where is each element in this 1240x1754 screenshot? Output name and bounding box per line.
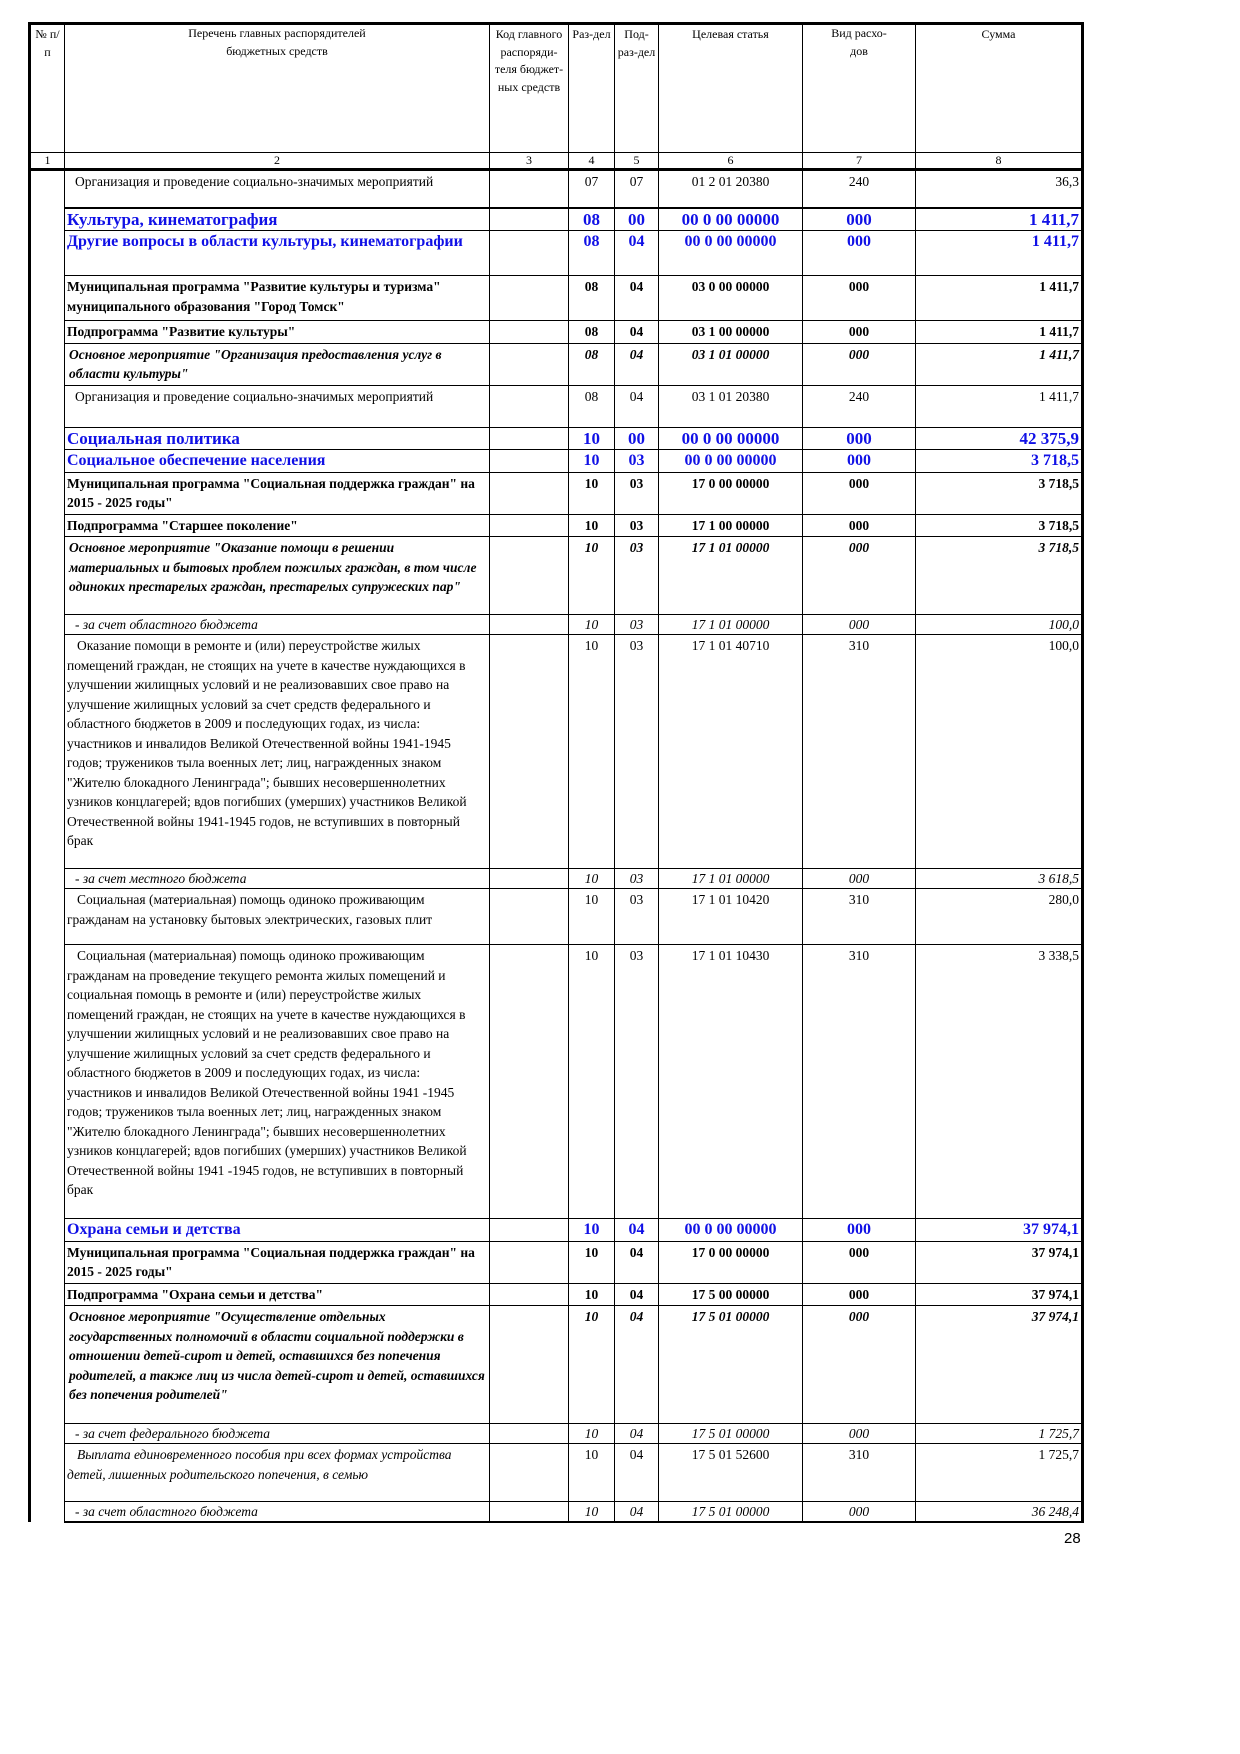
row-article: 17 1 00 00000	[659, 514, 803, 537]
row-section: 10	[569, 1424, 615, 1444]
row-subsection: 03	[615, 472, 659, 514]
row-article: 03 1 01 20380	[659, 385, 803, 427]
row-code	[490, 945, 569, 1219]
row-name: Оказание помощи в ремонте и (или) переустройстве жилых помещений граждан, не стоящих на учете в качестве нуждающихся в улучшении жилищных условий и не реализовавших свое право на улучшение жилищных условий за счет средств федерального и областного бюджетов в 2009 и последующих годах, из числа: участников и инвалидов Великой Отечественной войны 1941-1945 годов; тружеников тыла военных лет; лиц, награжденных знаком "Жителю блокадного Ленинграда"; бывших несовершеннолетних узников концлагерей; вдов погибших (умерших) участников Великой Отечественной войны 1941-1945 годов, не вступивших в повторный брак	[65, 635, 490, 869]
row-sum: 1 725,7	[916, 1424, 1083, 1444]
row-article: 17 1 01 00000	[659, 615, 803, 635]
row-article: 17 1 01 00000	[659, 537, 803, 615]
row-subsection: 04	[615, 231, 659, 276]
row-section: 10	[569, 945, 615, 1219]
row-subsection: 04	[615, 1444, 659, 1502]
row-expense-type: 000	[803, 537, 916, 615]
row-code	[490, 1219, 569, 1242]
row-expense-type: 000	[803, 1283, 916, 1306]
header-recipient-code: Код главного распоряди-теля бюджет-ных средств	[490, 24, 569, 153]
row-code	[490, 1424, 569, 1444]
row-expense-type: 240	[803, 170, 916, 208]
row-sum: 37 974,1	[916, 1241, 1083, 1283]
row-code	[490, 1444, 569, 1502]
row-sum: 1 411,7	[916, 276, 1083, 321]
row-sum: 280,0	[916, 889, 1083, 945]
table-row	[30, 472, 1083, 514]
table-row	[30, 170, 1083, 208]
row-article: 00 0 00 00000	[659, 231, 803, 276]
row-subsection: 03	[615, 635, 659, 869]
table-row	[30, 889, 1083, 945]
row-code	[490, 170, 569, 208]
row-name: - за счет местного бюджета	[65, 869, 490, 889]
header-section: Раз-дел	[569, 24, 615, 153]
table-row	[30, 276, 1083, 321]
table-row-funding-source	[30, 615, 1083, 635]
row-subsection: 03	[615, 450, 659, 473]
row-section: 10	[569, 1241, 615, 1283]
row-number-cell	[30, 170, 65, 1523]
row-sum: 100,0	[916, 635, 1083, 869]
row-code	[490, 1306, 569, 1424]
row-section: 08	[569, 276, 615, 321]
row-name: Подпрограмма "Развитие культуры"	[65, 321, 490, 344]
row-section: 07	[569, 170, 615, 208]
row-code	[490, 472, 569, 514]
row-section: 10	[569, 514, 615, 537]
row-code	[490, 321, 569, 344]
header-expense-type: Вид расхо-дов	[803, 24, 916, 153]
row-subsection: 04	[615, 276, 659, 321]
header-subsection: Под-раз-дел	[615, 24, 659, 153]
table-row-section-heading	[30, 1219, 1083, 1242]
row-expense-type: 000	[803, 1241, 916, 1283]
row-sum: 1 411,7	[916, 385, 1083, 427]
row-sum: 3 338,5	[916, 945, 1083, 1219]
row-article: 00 0 00 00000	[659, 427, 803, 450]
row-section: 08	[569, 231, 615, 276]
column-number: 3	[490, 153, 569, 170]
row-name: Муниципальная программа "Социальная поддержка граждан" на 2015 - 2025 годы"	[65, 472, 490, 514]
header-target-article: Целевая статья	[659, 24, 803, 153]
row-expense-type: 310	[803, 945, 916, 1219]
column-number: 7	[803, 153, 916, 170]
row-article: 00 0 00 00000	[659, 208, 803, 231]
row-section: 10	[569, 889, 615, 945]
row-article: 17 5 01 00000	[659, 1306, 803, 1424]
row-code	[490, 1502, 569, 1523]
table-row	[30, 1283, 1083, 1306]
header-number: № п/п	[30, 24, 65, 153]
table-row-section-heading	[30, 427, 1083, 450]
row-subsection: 04	[615, 321, 659, 344]
budget-page	[28, 22, 1084, 1523]
row-expense-type: 000	[803, 514, 916, 537]
row-section: 08	[569, 208, 615, 231]
table-row-funding-source	[30, 869, 1083, 889]
row-code	[490, 514, 569, 537]
table-row	[30, 635, 1083, 869]
row-subsection: 04	[615, 385, 659, 427]
row-article: 03 1 00 00000	[659, 321, 803, 344]
row-subsection: 04	[615, 1424, 659, 1444]
header-sum: Сумма	[916, 24, 1083, 153]
row-sum: 1 411,7	[916, 208, 1083, 231]
row-article: 17 5 00 00000	[659, 1283, 803, 1306]
row-sum: 1 725,7	[916, 1444, 1083, 1502]
row-code	[490, 450, 569, 473]
row-name: Муниципальная программа "Социальная поддержка граждан" на 2015 - 2025 годы"	[65, 1241, 490, 1283]
table-row-section-heading	[30, 231, 1083, 276]
row-section: 10	[569, 1306, 615, 1424]
row-code	[490, 537, 569, 615]
row-section: 10	[569, 472, 615, 514]
row-article: 17 1 01 10430	[659, 945, 803, 1219]
row-name: Основное мероприятие "Оказание помощи в решении материальных и бытовых проблем пожилых граждан, в том числе одиноких престарелых граждан, престарелых супружеских пар"	[65, 537, 490, 615]
row-sum: 3 718,5	[916, 472, 1083, 514]
row-name: Социальная (материальная) помощь одиноко проживающим гражданам на проведение текущего ремонта жилых помещений и социальная помощь в ремонте и (или) переустройстве жилых помещений граждан, не стоящих на учете в качестве нуждающихся в улучшении жилищных условий и не реализовавших свое право на улучшение жилищных условий за счет средств федерального и областного бюджетов в 2009 и последующих годах, из числа: участников и инвалидов Великой Отечественной войны 1941 -1945 годов; тружеников тыла военных лет; лиц, награжденных знаком "Жителю блокадного Ленинграда"; бывших несовершеннолетних узников концлагерей; вдов погибших (умерших) участников Великой Отечественной войны 1941 -1945 годов, не вступивших в повторный брак	[65, 945, 490, 1219]
row-expense-type: 000	[803, 276, 916, 321]
row-article: 17 1 01 10420	[659, 889, 803, 945]
row-subsection: 03	[615, 537, 659, 615]
row-expense-type: 000	[803, 427, 916, 450]
row-article: 00 0 00 00000	[659, 1219, 803, 1242]
row-section: 10	[569, 1502, 615, 1523]
row-expense-type: 310	[803, 889, 916, 945]
row-expense-type: 000	[803, 615, 916, 635]
row-sum: 42 375,9	[916, 427, 1083, 450]
row-subsection: 03	[615, 889, 659, 945]
row-code	[490, 427, 569, 450]
table-row	[30, 537, 1083, 615]
row-sum: 37 974,1	[916, 1283, 1083, 1306]
row-name: Основное мероприятие "Осуществление отдельных государственных полномочий в области социальной поддержки в отношении детей-сирот и детей, оставшихся без попечения родителей, а также лиц из числа детей-сирот и детей, оставшихся без попечения родителей"	[65, 1306, 490, 1424]
row-section: 10	[569, 427, 615, 450]
row-code	[490, 343, 569, 385]
row-sum: 3 718,5	[916, 450, 1083, 473]
row-article: 03 1 01 00000	[659, 343, 803, 385]
row-expense-type: 000	[803, 343, 916, 385]
header-recipients: Перечень главных распорядителей бюджетных средств	[65, 24, 490, 153]
row-expense-type: 310	[803, 1444, 916, 1502]
table-row	[30, 385, 1083, 427]
row-name: Другие вопросы в области культуры, кинематографии	[65, 231, 490, 276]
column-number: 4	[569, 153, 615, 170]
row-name: Подпрограмма "Охрана семьи и детства"	[65, 1283, 490, 1306]
column-number: 8	[916, 153, 1083, 170]
row-section: 10	[569, 450, 615, 473]
column-number: 6	[659, 153, 803, 170]
row-name: Организация и проведение социально-значимых мероприятий	[65, 385, 490, 427]
row-section: 08	[569, 321, 615, 344]
row-code	[490, 889, 569, 945]
row-name: Социальная (материальная) помощь одиноко проживающим гражданам на установку бытовых электрических, газовых плит	[65, 889, 490, 945]
table-row-funding-source	[30, 1424, 1083, 1444]
row-name: Муниципальная программа "Развитие культуры и туризма" муниципального образования "Город Томск"	[65, 276, 490, 321]
row-article: 01 2 01 20380	[659, 170, 803, 208]
row-section: 10	[569, 635, 615, 869]
column-number: 5	[615, 153, 659, 170]
row-name: - за счет областного бюджета	[65, 615, 490, 635]
row-article: 00 0 00 00000	[659, 450, 803, 473]
row-name: Социальная политика	[65, 427, 490, 450]
row-sum: 100,0	[916, 615, 1083, 635]
row-code	[490, 635, 569, 869]
row-subsection: 03	[615, 615, 659, 635]
row-name: Подпрограмма "Старшее поколение"	[65, 514, 490, 537]
row-expense-type: 000	[803, 1219, 916, 1242]
table-row	[30, 321, 1083, 344]
page-number: 28	[1064, 1530, 1081, 1547]
row-section: 10	[569, 615, 615, 635]
row-code	[490, 385, 569, 427]
row-name: Выплата единовременного пособия при всех формах устройства детей, лишенных родительского попечения, в семью	[65, 1444, 490, 1502]
row-sum: 1 411,7	[916, 343, 1083, 385]
row-sum: 3 618,5	[916, 869, 1083, 889]
row-section: 10	[569, 869, 615, 889]
row-sum: 36,3	[916, 170, 1083, 208]
row-article: 03 0 00 00000	[659, 276, 803, 321]
row-expense-type: 000	[803, 869, 916, 889]
row-subsection: 04	[615, 1241, 659, 1283]
row-expense-type: 240	[803, 385, 916, 427]
row-code	[490, 276, 569, 321]
row-name: Социальное обеспечение населения	[65, 450, 490, 473]
row-expense-type: 000	[803, 231, 916, 276]
table-row	[30, 1444, 1083, 1502]
row-section: 08	[569, 385, 615, 427]
row-code	[490, 231, 569, 276]
row-article: 17 0 00 00000	[659, 472, 803, 514]
row-article: 17 5 01 00000	[659, 1502, 803, 1523]
row-subsection: 07	[615, 170, 659, 208]
row-expense-type: 000	[803, 321, 916, 344]
row-subsection: 00	[615, 208, 659, 231]
row-code	[490, 208, 569, 231]
row-expense-type: 000	[803, 450, 916, 473]
row-article: 17 0 00 00000	[659, 1241, 803, 1283]
row-subsection: 04	[615, 343, 659, 385]
column-number-row	[30, 153, 1083, 170]
row-subsection: 03	[615, 514, 659, 537]
row-sum: 36 248,4	[916, 1502, 1083, 1523]
row-sum: 37 974,1	[916, 1306, 1083, 1424]
row-subsection: 04	[615, 1502, 659, 1523]
row-expense-type: 000	[803, 1502, 916, 1523]
row-expense-type: 000	[803, 472, 916, 514]
row-name: - за счет федерального бюджета	[65, 1424, 490, 1444]
table-row	[30, 343, 1083, 385]
table-row	[30, 945, 1083, 1219]
row-subsection: 00	[615, 427, 659, 450]
row-name: - за счет областного бюджета	[65, 1502, 490, 1523]
row-sum: 1 411,7	[916, 321, 1083, 344]
budget-table	[28, 22, 1084, 1523]
table-header-row	[30, 24, 1083, 153]
row-section: 10	[569, 1444, 615, 1502]
row-article: 17 5 01 52600	[659, 1444, 803, 1502]
row-subsection: 04	[615, 1283, 659, 1306]
row-section: 10	[569, 537, 615, 615]
row-code	[490, 869, 569, 889]
column-number: 1	[30, 153, 65, 170]
table-row-section-heading	[30, 450, 1083, 473]
row-subsection: 03	[615, 945, 659, 1219]
row-sum: 1 411,7	[916, 231, 1083, 276]
row-section: 10	[569, 1283, 615, 1306]
row-expense-type: 000	[803, 208, 916, 231]
column-number: 2	[65, 153, 490, 170]
row-subsection: 04	[615, 1219, 659, 1242]
row-name: Основное мероприятие "Организация предоставления услуг в области культуры"	[65, 343, 490, 385]
row-name: Культура, кинематография	[65, 208, 490, 231]
row-sum: 3 718,5	[916, 537, 1083, 615]
row-expense-type: 310	[803, 635, 916, 869]
row-article: 17 1 01 00000	[659, 869, 803, 889]
table-row	[30, 1306, 1083, 1424]
row-name: Организация и проведение социально-значимых мероприятий	[65, 170, 490, 208]
table-row	[30, 1241, 1083, 1283]
table-row-funding-source	[30, 1502, 1083, 1523]
row-sum: 3 718,5	[916, 514, 1083, 537]
row-article: 17 5 01 00000	[659, 1424, 803, 1444]
row-code	[490, 1241, 569, 1283]
row-expense-type: 000	[803, 1306, 916, 1424]
table-row	[30, 514, 1083, 537]
row-subsection: 04	[615, 1306, 659, 1424]
row-expense-type: 000	[803, 1424, 916, 1444]
row-section: 08	[569, 343, 615, 385]
row-article: 17 1 01 40710	[659, 635, 803, 869]
row-name: Охрана семьи и детства	[65, 1219, 490, 1242]
table-row-section-heading	[30, 208, 1083, 231]
row-sum: 37 974,1	[916, 1219, 1083, 1242]
row-code	[490, 615, 569, 635]
row-subsection: 03	[615, 869, 659, 889]
row-section: 10	[569, 1219, 615, 1242]
row-code	[490, 1283, 569, 1306]
